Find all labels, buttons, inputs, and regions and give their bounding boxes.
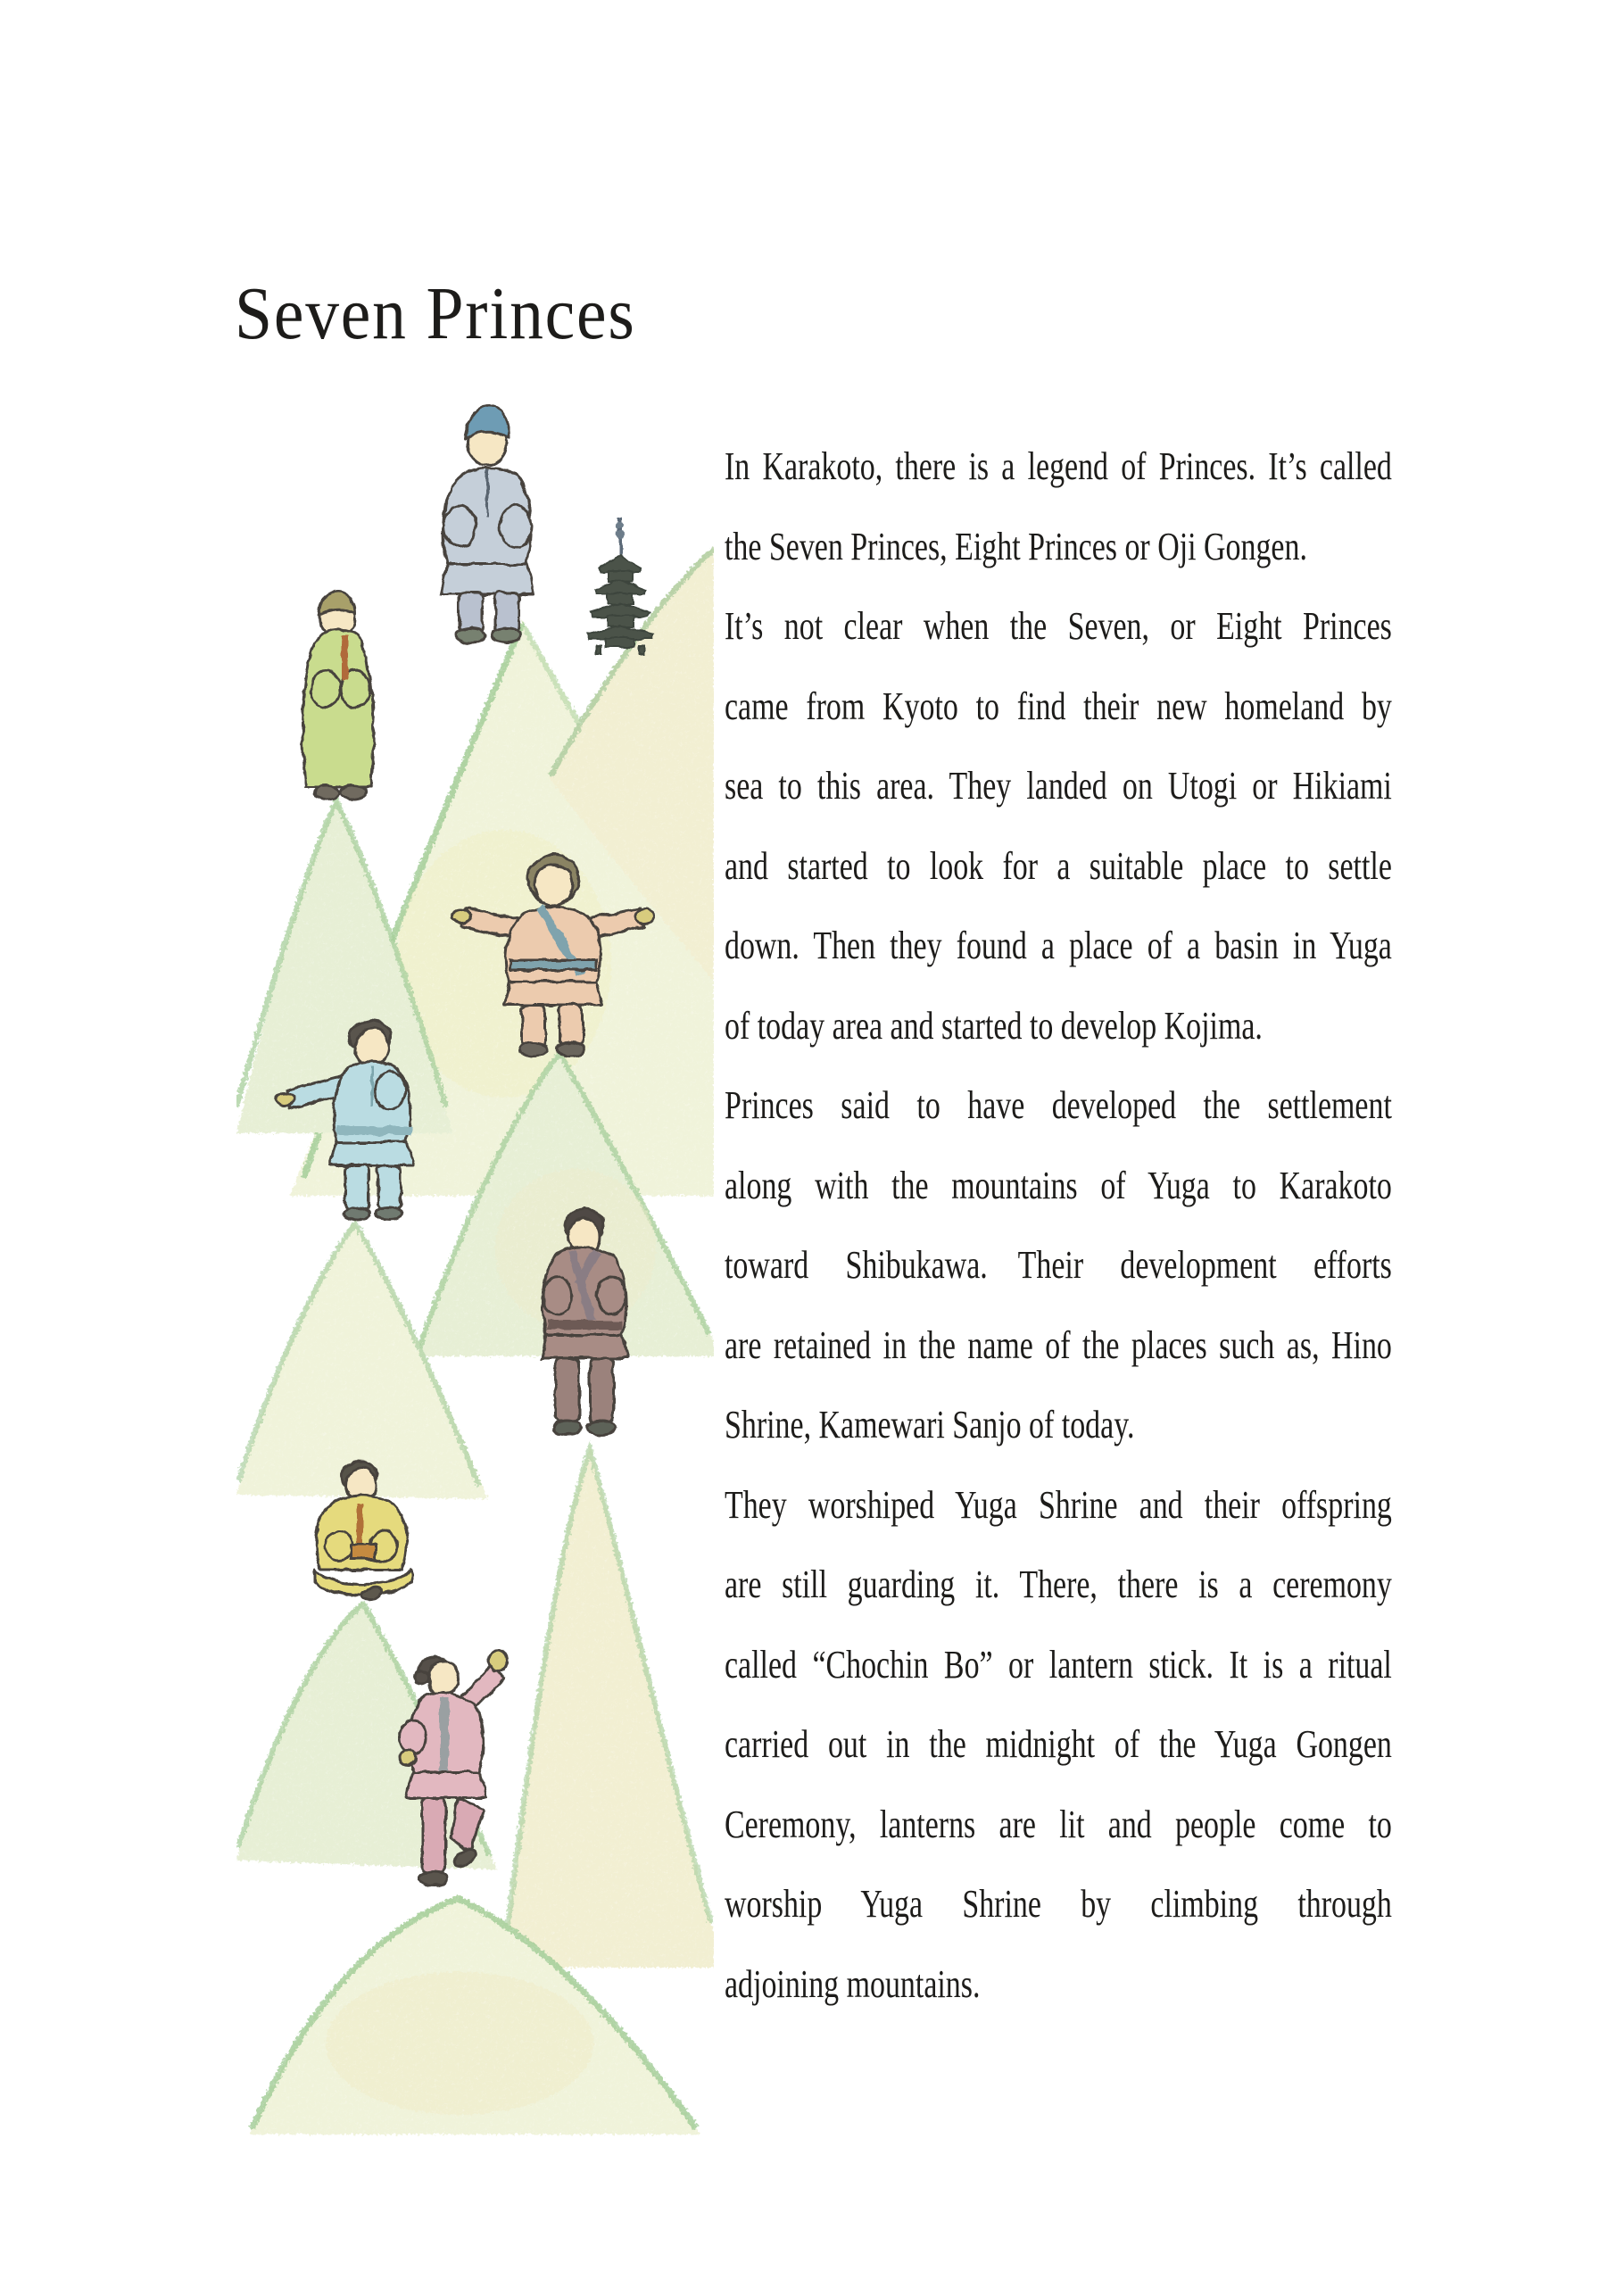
article-text-column (725, 427, 1392, 2024)
text-line: carried out in the midnight of the Yuga Gongen (725, 1722, 1392, 1766)
text-line: along with the mountains of Yuga to Karakoto (725, 1163, 1392, 1207)
text-line: the Seven Princes, Eight Princes or Oji Gongen. (725, 524, 1307, 568)
pagoda-icon (587, 518, 653, 654)
text-line: Ceremony, lanterns are lit and people come to (725, 1802, 1392, 1846)
text-line: sea to this area. They landed on Utogi or Hikiami (725, 764, 1392, 808)
text-line: called “Chochin Bo” or lantern stick. It is a ritual (725, 1642, 1392, 1687)
text-line: In Karakoto, there is a legend of Princes. It’s called (725, 444, 1392, 488)
prince-top-blue-grey (441, 405, 534, 642)
princes-illustration (236, 393, 714, 2142)
text-line: of today area and started to develop Kojima. (725, 1003, 1263, 1048)
text-line: and started to look for a suitable place to settle (725, 843, 1392, 888)
text-line: came from Kyoto to find their new homeland by (725, 684, 1392, 728)
text-line: worship Yuga Shrine by climbing through (725, 1882, 1392, 1926)
text-line: down. Then they found a place of a basin in Yuga (725, 924, 1392, 967)
text-line: are retained in the name of the places such as, Hino (725, 1322, 1392, 1367)
text-line: It’s not clear when the Seven, or Eight Princes (725, 604, 1392, 648)
text-line: They worshiped Yuga Shrine and their offspring (725, 1482, 1392, 1527)
text-line: Princes said to have developed the settlement (725, 1083, 1392, 1127)
text-line: Shrine, Kamewari Sanjo of today. (725, 1403, 1135, 1446)
text-line: adjoining mountains. (725, 1961, 981, 2006)
text-line: toward Shibukawa. Their development efforts (725, 1243, 1392, 1287)
princes-illustration-drawing (236, 393, 714, 2142)
page-title: Seven Princes (235, 272, 636, 355)
prince-yellow-green (302, 592, 374, 799)
text-line: are still guarding it. There, there is a ceremony (725, 1562, 1392, 1606)
